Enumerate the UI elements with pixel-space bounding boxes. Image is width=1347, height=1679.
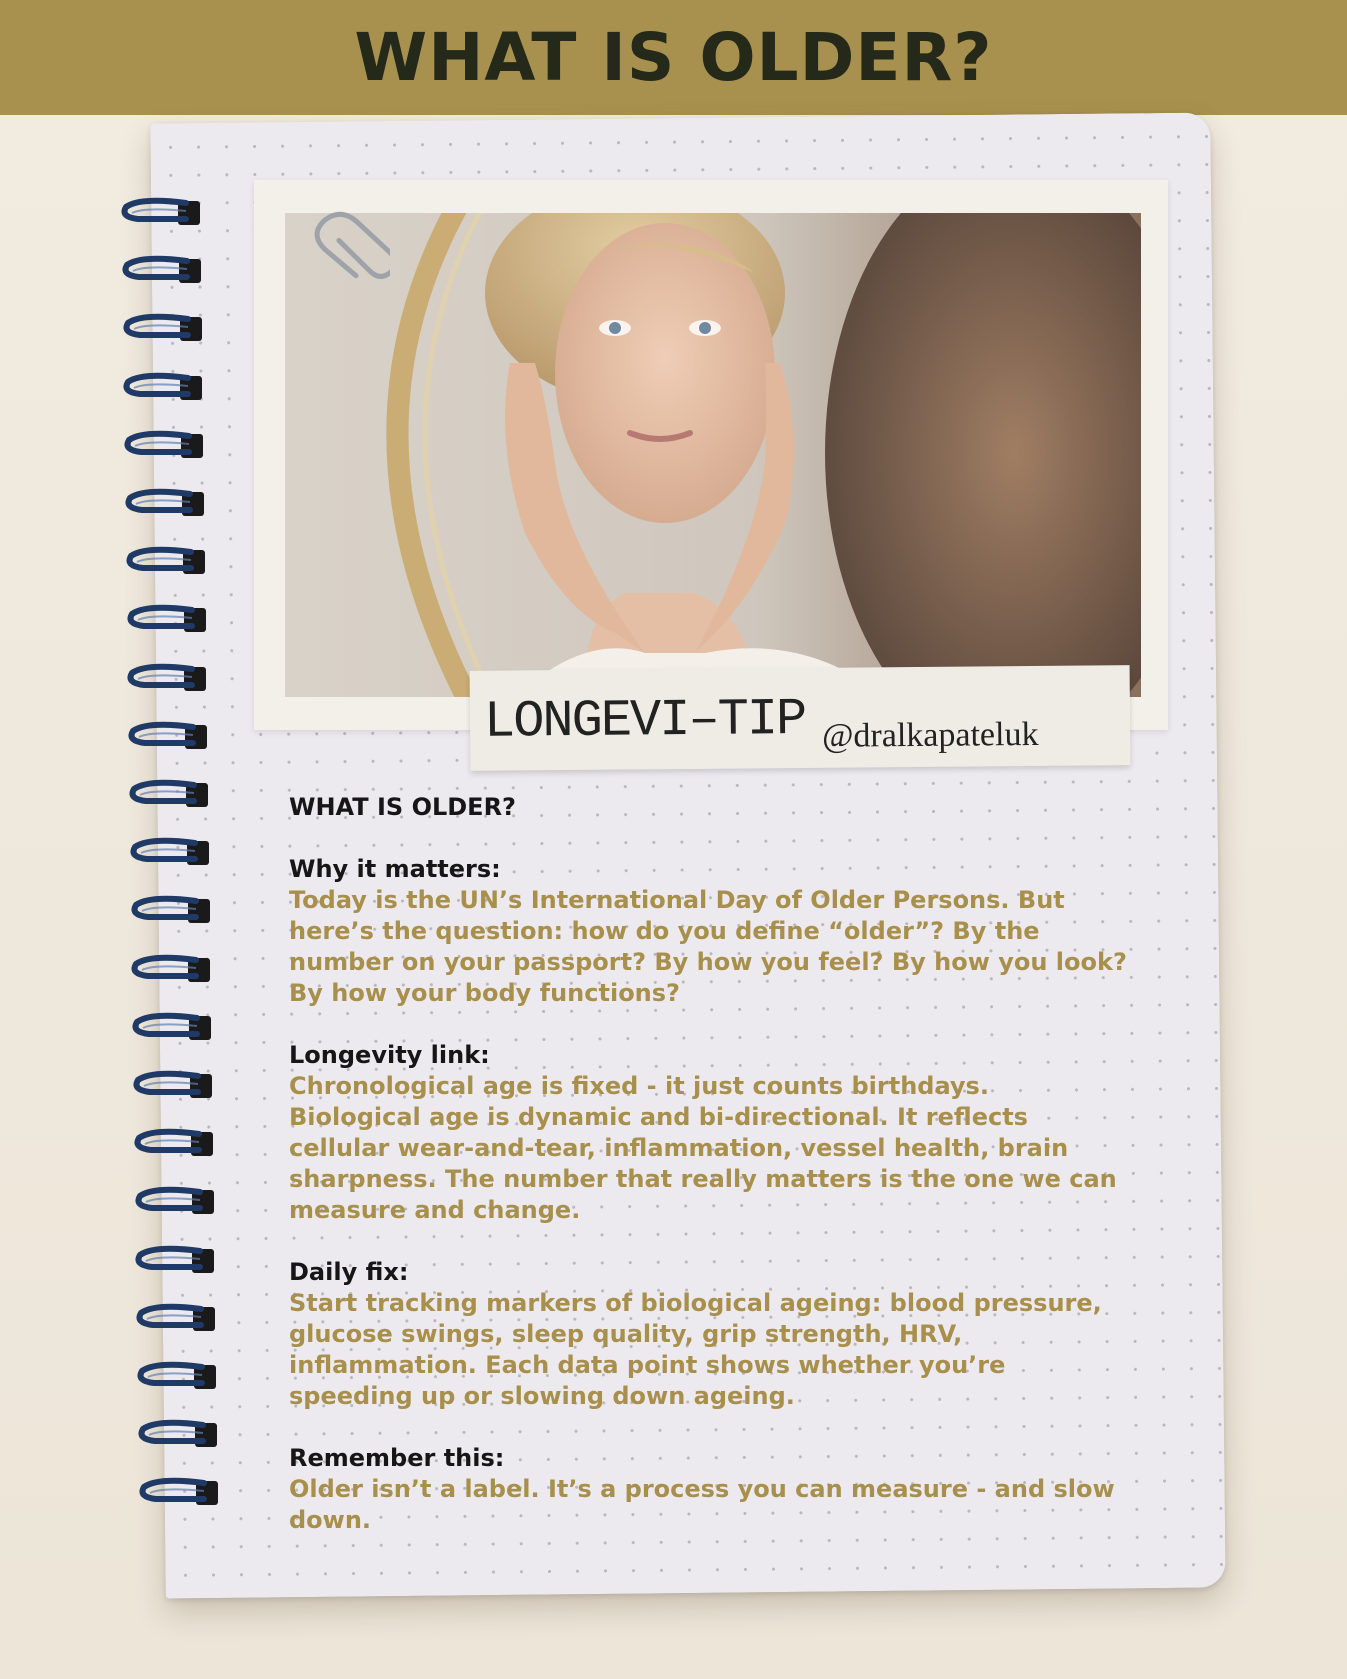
author-handle: @dralkapateluk	[821, 715, 1039, 755]
section-heading: Remember this:	[289, 1444, 505, 1472]
spiral-ring	[129, 835, 229, 875]
section-body: Today is the UN’s International Day of Older Persons. But here’s the question: how do you define “older”? By the number on your passport? By how you feel? By how you look? By how your body functions?	[289, 886, 1127, 1007]
spiral-ring	[120, 195, 220, 235]
section-longevity-link	[289, 1040, 1129, 1226]
top-banner	[0, 0, 1347, 115]
woman-mirror-photo	[285, 213, 1141, 697]
spiral-ring	[134, 1243, 234, 1283]
section-daily-fix	[289, 1257, 1129, 1412]
spiral-ring	[126, 661, 226, 701]
spiral-binding	[120, 195, 230, 1535]
section-body: Chronological age is fixed - it just counts birthdays. Biological age is dynamic and bi-directional. It reflects cellular wear-and-tear, inflammation, vessel health, brain sharpness. The number that really matters is the one we can measure and change.	[289, 1072, 1117, 1224]
spiral-ring	[134, 1184, 234, 1224]
spiral-ring	[130, 952, 230, 992]
banner-title: WHAT IS OLDER?	[354, 19, 993, 96]
spiral-ring	[125, 544, 225, 584]
spiral-ring	[137, 1417, 237, 1457]
section-heading: Why it matters:	[289, 855, 501, 883]
spiral-ring	[124, 486, 224, 526]
section-body: Older isn’t a label. It’s a process you can measure - and slow down.	[289, 1475, 1115, 1534]
section-why-it-matters	[289, 854, 1129, 1009]
photo-illustration	[285, 213, 1141, 697]
longevi-tip-label	[470, 665, 1131, 771]
spiral-ring	[127, 719, 227, 759]
spiral-ring	[136, 1359, 236, 1399]
section-heading: Longevity link:	[289, 1041, 490, 1069]
paperclip-icon	[310, 170, 390, 290]
spiral-ring	[126, 602, 226, 642]
section-remember-this	[289, 1443, 1129, 1536]
spiral-ring	[132, 1068, 232, 1108]
spiral-ring	[123, 428, 223, 468]
spiral-ring	[121, 253, 221, 293]
section-heading: Daily fix:	[289, 1258, 409, 1286]
spiral-ring	[138, 1475, 238, 1515]
spiral-ring	[135, 1301, 235, 1341]
spiral-ring	[131, 1010, 231, 1050]
tip-title: LONGEVI–TIP	[483, 689, 806, 752]
spiral-ring	[130, 893, 230, 933]
spiral-ring	[133, 1126, 233, 1166]
spiral-ring	[122, 311, 222, 351]
section-body: Start tracking markers of biological ageing: blood pressure, glucose swings, sleep quality, grip strength, HRV, inflammation. Each data point shows whether you’re speeding up or slowing down ageing.	[289, 1289, 1102, 1410]
spiral-ring	[128, 777, 228, 817]
note-content	[289, 792, 1129, 1567]
spiral-ring	[122, 370, 222, 410]
content-heading: WHAT IS OLDER?	[289, 793, 516, 821]
